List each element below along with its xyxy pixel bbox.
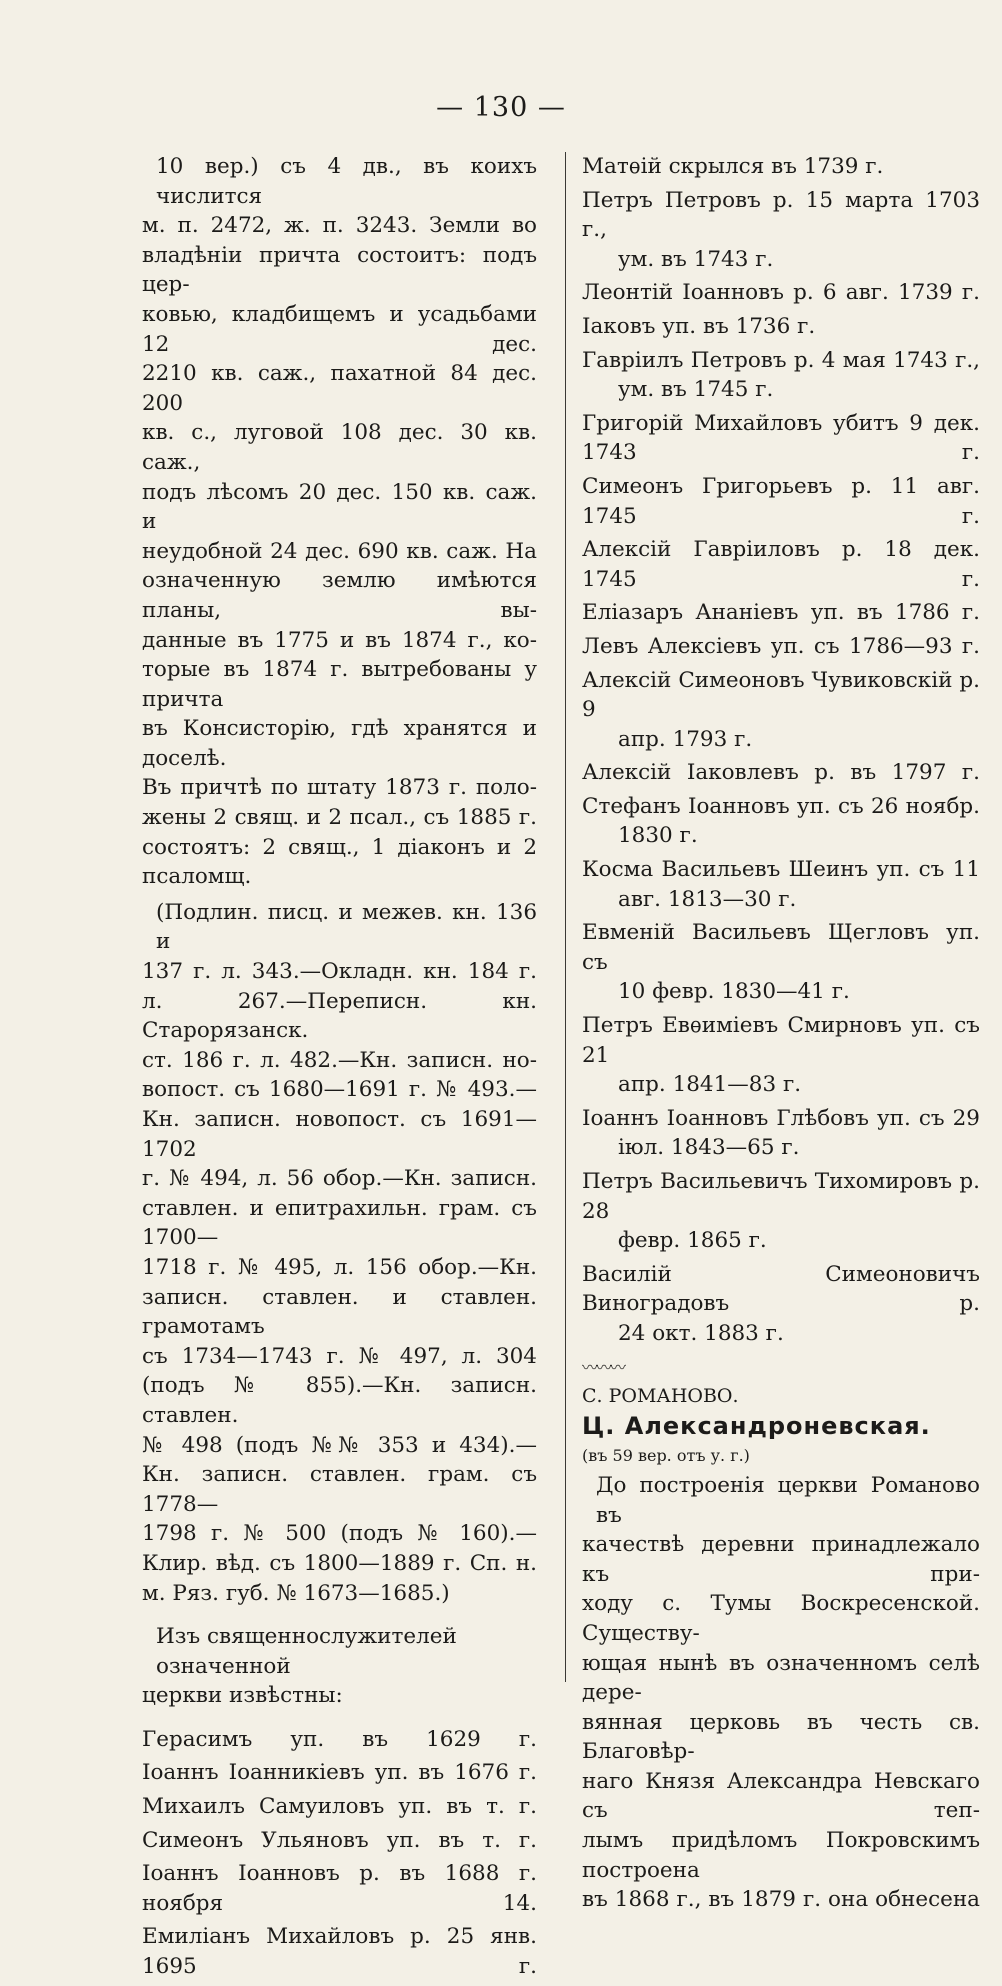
ornament-divider: 〰〰〰 [582,1357,625,1377]
text-line: данные въ 1775 и въ 1874 г., ко- [142,627,537,653]
clergy-entry [582,535,980,594]
history-paragraph [582,1471,980,1915]
text-line: подъ лѣсомъ 20 дес. 150 кв. саж. и [142,479,537,535]
clergy-entry [582,918,980,1007]
text-line: ковью, кладбищемъ и усадьбами 12 дес. [142,301,537,357]
clergy-entry-line: Алексій Симеоновъ Чувиковскій р. 9 [582,667,980,723]
clergy-entry-line: Матѳій скрылся въ 1739 г. [582,154,884,179]
clergy-entry-line: апр. 1841—83 г. [618,1072,802,1098]
text-line: 1718 г. № 495, л. 156 обор.—Кн. [142,1254,537,1280]
clergy-entry [582,758,980,788]
text-line: лымъ придѣломъ Покровскимъ построена [582,1828,980,1883]
clergy-entry: Іоаннъ Іоанновъ р. въ 1688 г. ноября 14. [142,1861,537,1916]
church-heading: Ц. Александроневская. [582,1411,931,1440]
text-line: (подъ № 855).—Кн. записн. ставлен. [142,1373,537,1428]
text-line: л. 267.—Переписн. кн. Старорязанск. [142,988,537,1044]
clergy-entry [582,278,980,308]
text-line: торые въ 1874 г. вытребованы у причта [142,657,537,712]
text-line: кв. с., луговой 108 дес. 30 кв. саж., [142,420,537,475]
text-line: (Подлин. писц. и межев. кн. 136 и [156,899,537,955]
clergy-entry-line: 1830 г. [618,823,698,849]
clergy-entry-line: Василій Симеоновичъ Виноградовъ р. [582,1261,980,1317]
text-line: означенную землю имѣются планы, вы- [142,568,537,623]
text-line: неудобной 24 дес. 690 кв. саж. На [142,538,537,564]
text-line: ст. 186 г. л. 482.—Кн. записн. но- [142,1047,537,1073]
clergy-entry [582,1104,980,1163]
clergy-entry [582,186,980,275]
clergy-entry [582,346,980,405]
text-line: м. Ряз. губ. № 1673—1685.) [142,1580,450,1606]
clergy-entry-line: Левъ Алексіевъ уп. съ 1786—93 г. [582,633,980,659]
clergy-entry: Герасимъ уп. въ 1629 г. [142,1726,537,1752]
clergy-entry-line: Симеонъ Григорьевъ р. 11 авг. 1745 г. [582,473,980,529]
clergy-entry-line: Алексій Гавріиловъ р. 18 дек. 1745 г. [582,537,980,592]
land-paragraph [142,152,537,892]
text-line: псаломщ. [142,864,252,890]
text-line: съ 1734—1743 г. № 497, л. 304 [142,1343,537,1369]
clergy-entry [582,1260,980,1349]
clergy-entry-line: Петръ Евѳиміевъ Смирновъ уп. съ 21 [582,1013,980,1068]
clergy-entry-line: Алексій Іаковлевъ р. въ 1797 г. [582,760,980,786]
clergy-entry-line: 24 окт. 1883 г. [618,1320,784,1346]
clergy-entry [582,598,980,628]
clergy-entry-line: Косма Васильевъ Шеинъ уп. съ 11 [582,857,980,883]
left-column [142,152,537,1986]
clergy-entry-line: Евменій Васильевъ Щегловъ уп. съ [582,920,980,975]
text-line: 2210 кв. саж., пахатной 84 дес. 200 [142,361,537,416]
text-line: состоятъ: 2 свящ., 1 діаконъ и 2 [142,834,537,860]
clergy-entry-line: 10 февр. 1830—41 г. [618,979,850,1005]
text-line: въ 1868 г., въ 1879 г. она обнесена [582,1887,980,1913]
clergy-entry-line: ум. въ 1745 г. [618,377,774,403]
village-name: С. РОМАНОВО. [582,1385,739,1408]
text-line: владѣніи причта состоитъ: подъ цер- [142,242,537,298]
clergy-entry [582,312,980,342]
text-line: качествѣ деревни принадлежало къ при- [582,1532,980,1587]
clergy-entry [582,1011,980,1100]
clergy-entry-line: іюл. 1843—65 г. [618,1135,800,1161]
church-distance: (въ 59 вер. отъ у. г.) [582,1446,750,1466]
page-number: — 130 — [436,92,566,123]
text-line: 10 вер.) съ 4 дв., въ коихъ числится [156,154,537,209]
clergy-intro-2: церкви извѣстны: [142,1683,343,1709]
text-line: 1798 г. № 500 (подъ № 160).— [142,1521,537,1547]
clergy-entry: Михаилъ Самуиловъ уп. въ т. г. [142,1794,537,1820]
text-line: ходу с. Тумы Воскресенской. Существу- [582,1591,980,1646]
right-column [582,152,980,1915]
text-line: ющая нынѣ въ означенномъ селѣ дере- [582,1650,980,1706]
clergy-entry [582,855,980,914]
clergy-entry-line: Гавріилъ Петровъ р. 4 мая 1743 г., [582,347,980,373]
clergy-entry-line: ум. въ 1743 г. [618,246,774,272]
clergy-intro: Изъ священнослужителей означенной [156,1624,457,1679]
clergy-entry [582,152,980,182]
clergy-entry-line: Петръ Петровъ р. 15 марта 1703 г., [582,187,980,243]
text-line: вопост. съ 1680—1691 г. № 493.— [142,1077,537,1103]
text-line: Въ причтѣ по штату 1873 г. поло- [142,775,537,801]
text-line: ставлен. и епитрахильн. грам. съ 1700— [142,1195,537,1251]
clergy-entry-line: Іоаннъ Іоанновъ Глѣбовъ уп. съ 29 [582,1105,980,1131]
clergy-entry [582,1167,980,1256]
clergy-entry-line: апр. 1793 г. [618,726,753,752]
text-line: жены 2 свящ. и 2 псал., съ 1885 г. [142,805,537,831]
clergy-entry-line: Іаковъ уп. въ 1736 г. [582,313,816,339]
clergy-entry-line: Петръ Васильевичъ Тихомировъ р. 28 [582,1169,980,1224]
clergy-entry [582,666,980,755]
clergy-entry-line: Леонтій Іоанновъ р. 6 авг. 1739 г. [582,280,980,306]
clergy-entry-line: авг. 1813—30 г. [618,886,797,912]
clergy-entry [582,632,980,662]
clergy-list-right [582,152,980,1349]
text-line: Клир. вѣд. съ 1800—1889 г. Сп. н. [142,1550,537,1576]
sources-paragraph [142,898,537,1608]
text-line: Кн. записн. новопост. съ 1691—1702 [142,1107,537,1162]
clergy-entry-line: февр. 1865 г. [618,1228,767,1254]
text-line: наго Князя Александра Невскаго съ теп- [582,1768,980,1824]
clergy-entry [582,409,980,468]
column-divider [565,152,566,1682]
text-line: въ Консисторію, гдѣ хранятся и доселѣ. [142,716,537,771]
text-line: № 498 (подъ №№ 353 и 434).— [142,1432,537,1458]
clergy-list-left [142,1725,537,1982]
text-line: записн. ставлен. и ставлен. грамотамъ [142,1284,537,1340]
clergy-entry-line: Стефанъ Іоанновъ уп. съ 26 ноябр. [582,793,980,819]
clergy-entry-line: Григорій Михайловъ убитъ 9 дек. 1743 г. [582,410,980,466]
text-line: м. п. 2472, ж. п. 3243. Земли во [142,213,537,239]
clergy-entry [582,792,980,851]
text-line: Кн. записн. ставлен. грам. съ 1778— [142,1462,537,1517]
clergy-entry: Симеонъ Ульяновъ уп. въ т. г. [142,1827,537,1853]
clergy-entry-line: Еліазаръ Ананіевъ уп. въ 1786 г. [582,600,980,626]
clergy-entry: Іоаннъ Іоанникіевъ уп. въ 1676 г. [142,1760,537,1786]
text-line: вянная церковь въ честь св. Благовѣр- [582,1709,980,1765]
text-line: г. № 494, л. 56 обор.—Кн. записн. [142,1166,537,1192]
clergy-entry [582,472,980,531]
clergy-entry: Емиліанъ Михайловъ р. 25 янв. 1695 г. [142,1924,537,1980]
text-line: 137 г. л. 343.—Окладн. кн. 184 г. [142,959,537,985]
text-line: До построенія церкви Романово въ [596,1472,980,1528]
